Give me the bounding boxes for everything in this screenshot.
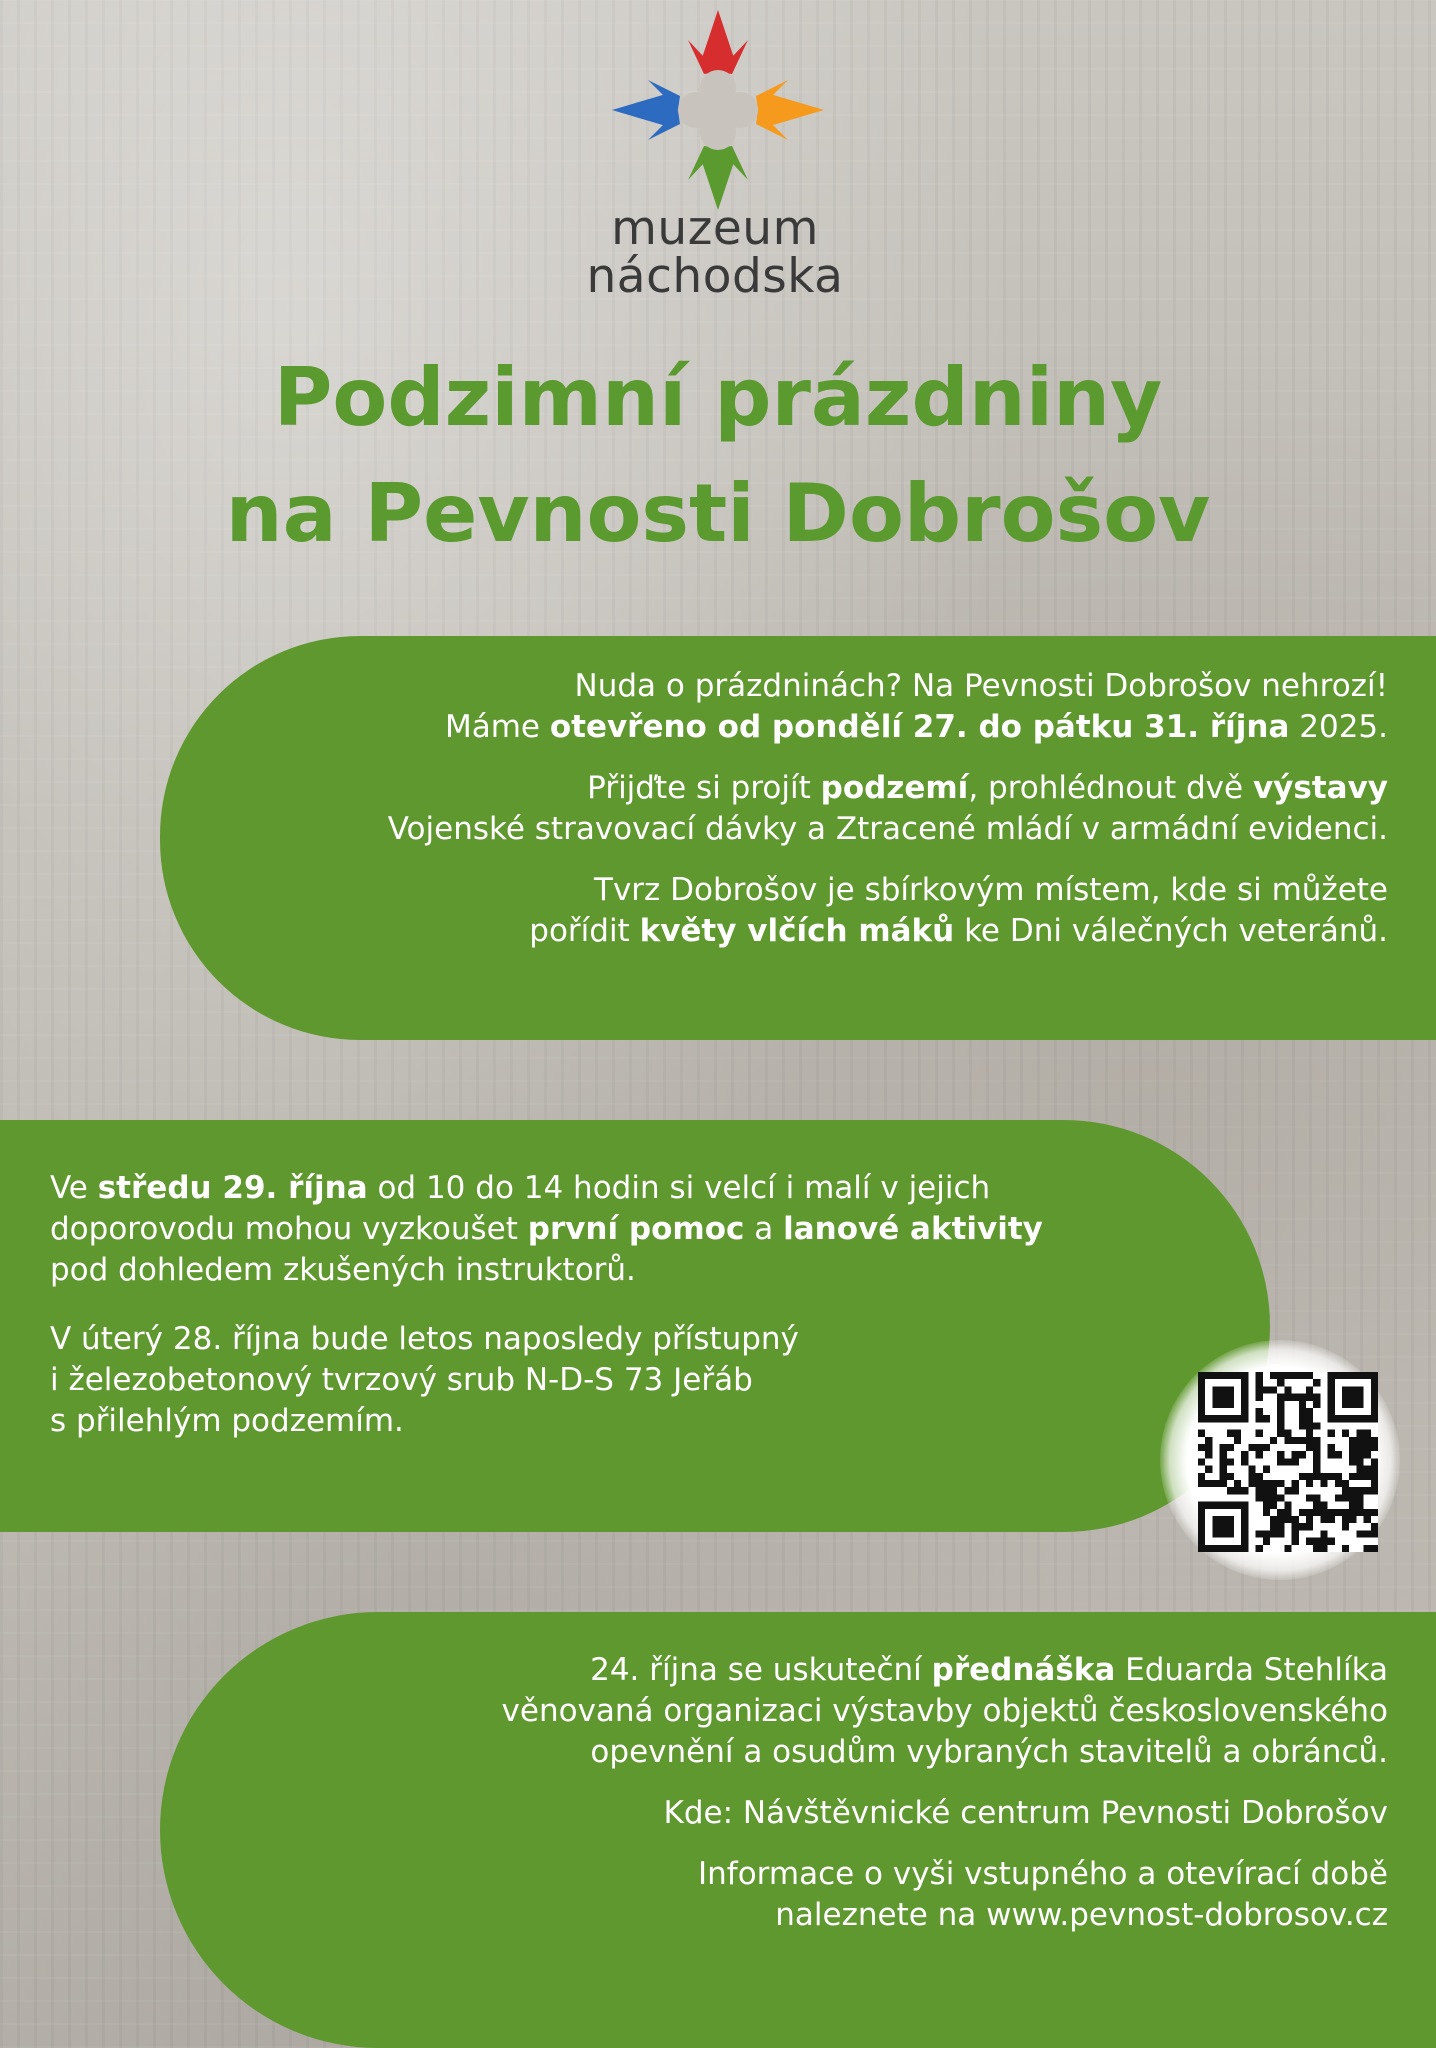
poppies-paragraph bbox=[388, 870, 1388, 952]
info-panel-opening bbox=[160, 636, 1436, 1040]
page-title bbox=[0, 340, 1436, 572]
qr-code[interactable] bbox=[1160, 1340, 1400, 1580]
body-text: Informace o vyši vstupného a otevírací době naleznete na www.pevnost-dobrosov.cz bbox=[698, 1856, 1388, 1933]
title-line-1: Podzimní prázdniny bbox=[273, 351, 1163, 444]
body-text: V úterý 28. října bude letos naposledy přístupný i železobetonový tvrzový srub N-D-S 73 Jeřáb s přilehlým podzemím. bbox=[50, 1321, 799, 1439]
website-paragraph bbox=[502, 1854, 1388, 1936]
highlight-text: první pomoc bbox=[527, 1211, 745, 1247]
body-text: a bbox=[744, 1211, 784, 1247]
highlight-text: středu 29. října bbox=[97, 1170, 368, 1206]
body-text: Nuda o prázdninách? Na Pevnosti Dobrošov nehrozí! Máme bbox=[444, 668, 1388, 745]
lecture-paragraph bbox=[502, 1650, 1388, 1773]
logo-line-1: muzeum bbox=[611, 201, 819, 256]
compass-flower-icon bbox=[612, 10, 824, 210]
highlight-text: podzemí bbox=[820, 770, 969, 806]
bunker-paragraph bbox=[50, 1319, 1043, 1442]
body-text: pod dohledem zkušených instruktorů. bbox=[50, 1252, 636, 1288]
highlight-text: přednáška bbox=[931, 1652, 1116, 1688]
logo-wordmark bbox=[560, 201, 870, 304]
opening-paragraph bbox=[388, 666, 1388, 748]
highlight-text: otevřeno od pondělí 27. do pátku 31. října bbox=[549, 709, 1290, 745]
museum-logo bbox=[0, 0, 1436, 320]
highlight-text: lanové aktivity bbox=[783, 1211, 1043, 1247]
body-text: Kde: Návštěvnické centrum Pevnosti Dobrošov bbox=[663, 1795, 1388, 1831]
qr-code-icon bbox=[1198, 1372, 1378, 1552]
exhibitions-paragraph bbox=[388, 768, 1388, 850]
logo-line-2: náchodska bbox=[586, 249, 844, 304]
body-text: 2025. bbox=[1289, 709, 1388, 745]
body-text: 24. října se uskuteční bbox=[590, 1652, 932, 1688]
body-text: ke Dni válečných veteránů. bbox=[954, 913, 1388, 949]
body-text: od 10 do 14 hodin si velcí i malí v jejich doporovodu mohou vyzkoušet bbox=[50, 1170, 991, 1247]
body-text: Přijďte si projít bbox=[587, 770, 821, 806]
info-panel-lecture bbox=[160, 1612, 1436, 2048]
body-text: Eduarda Stehlíka věnovaná organizaci výstavby objektů československého opevnění a osudům vybraných stavitelů a obránců. bbox=[501, 1652, 1388, 1770]
location-paragraph bbox=[502, 1793, 1388, 1834]
highlight-text: květy vlčích máků bbox=[639, 913, 955, 949]
body-text: Vojenské stravovací dávky a Ztracené mládí v armádní evidenci. bbox=[387, 811, 1388, 847]
body-text: Ve bbox=[50, 1170, 98, 1206]
info-panel-events bbox=[0, 1120, 1270, 1532]
body-text: Tvrz Dobrošov je sbírkovým místem, kde si můžete pořídit bbox=[529, 872, 1388, 949]
body-text: , prohlédnout dvě bbox=[968, 770, 1253, 806]
first-aid-paragraph bbox=[50, 1168, 1043, 1291]
title-line-2: na Pevnosti Dobrošov bbox=[225, 467, 1211, 560]
highlight-text: výstavy bbox=[1252, 770, 1388, 806]
